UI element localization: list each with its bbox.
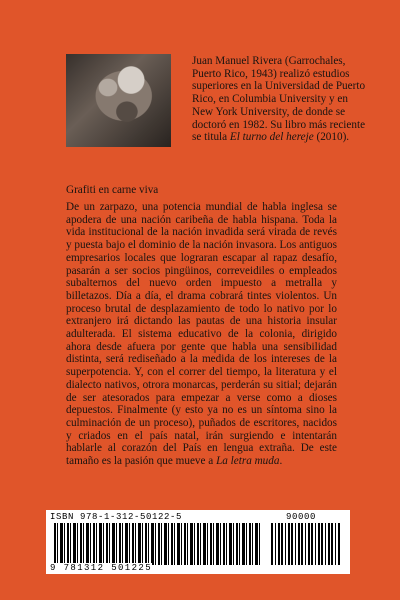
price-barcode-bars	[271, 523, 341, 565]
synopsis-text: De un zarpazo, una potencia mundial de habla inglesa se apodera de una nación caribeña de habla hispana. Toda la vida institucional de la nación invadida será virada de revés y puesta bajo el dominio de la nación invasora. Los antiguos empresarios locales que lograran escapar al rapaz desafío, pasarán a ser socios pingüinos, correveidiles o empleados subalternos del nuevo orden impuesto a metralla y billetazos. Día a día, el drama cobrará tintes violentos. Un proceso brutal de desplazamiento de todo lo nativo por lo extranjero irá dictando las pautas de una historia insular adulterada. El sistema educativo de la colonia, dirigido ahora desde afuera por gente que habla una sensibilidad distinta, será rediseñado a la medida de los intereses de la superpotencia. Y, con el correr del tiempo, la literatura y el dialecto nativos, otrora monarcas, perderán su sitial; dejarán de ser atesorados para empezar a verse como a dioses depuestos. Finalmente (y esto ya no es un síntoma sino la culminación de un proceso), puñados de escritores, nacidos y criados en el país natal, irán surgiendo e intentarán hablarle al corazón del País en lengua extraña. De este tamaño es la pasión que mueve a	[66, 201, 337, 468]
barcode-number: 9 781312 501225	[50, 563, 153, 573]
price-code: 90000	[286, 512, 317, 522]
book-subtitle: Grafiti en carne viva	[66, 184, 159, 196]
author-bio-text: Juan Manuel Rivera (Garrochales, Puerto Rico, 1943) realizó estudios superiores en la Universidad de Puerto Rico, en Columbia University y en New York University, de donde se doctoró en 1982. Su libro más reciente se titula	[192, 55, 366, 144]
isbn-label: ISBN 978-1-312-50122-5 90000	[50, 512, 317, 522]
synopsis	[66, 201, 337, 468]
author-bio-book-title: El turno del hereje	[229, 131, 314, 144]
barcode-bars	[54, 523, 262, 565]
synopsis-tail: .	[279, 455, 283, 468]
synopsis-book-title: La letra muda	[216, 455, 280, 468]
author-photo	[66, 54, 171, 147]
isbn-barcode	[46, 510, 350, 574]
author-bio	[192, 55, 370, 144]
author-bio-tail: (2010).	[313, 131, 350, 144]
